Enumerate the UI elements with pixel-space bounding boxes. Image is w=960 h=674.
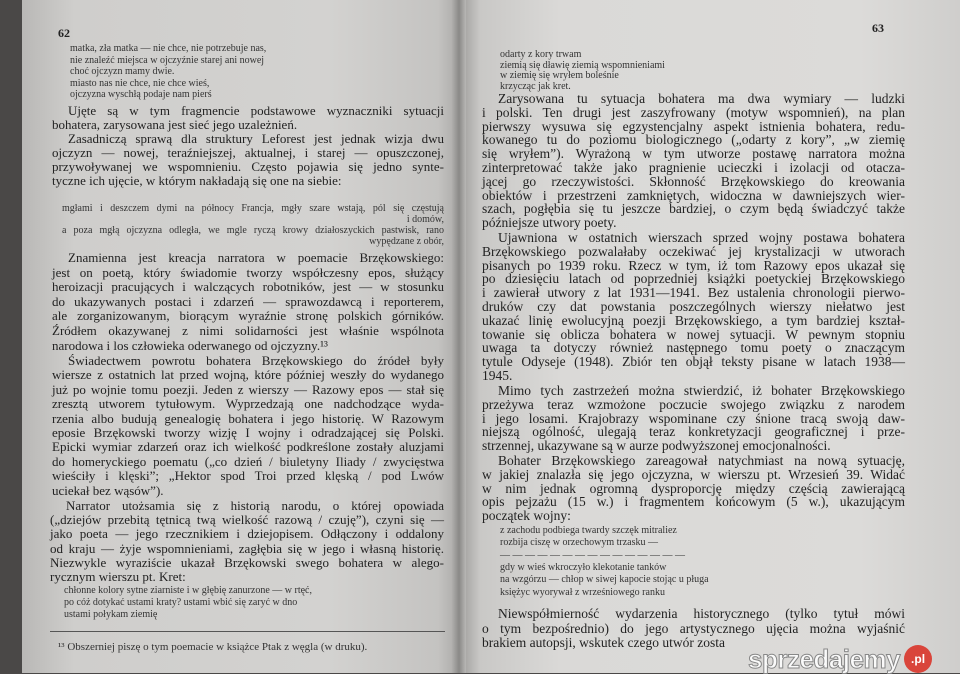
paragraph-line: brakiem autopsji, wskutek czego utwór zosta — [482, 635, 725, 650]
paragraph-line: pierwszy wysuwa się egzystencjalny aspekt istnienia bohatera, redu- — [482, 118, 905, 134]
paragraph-line: („dziejów przebitą tętnicą twą wielkość razową / czuję”), czyni się — — [50, 512, 444, 528]
quote-line: i domów, — [406, 214, 444, 225]
book-gutter — [452, 0, 466, 673]
paragraph-line: od kraju — żyje wspomnieniami, zagłębia się w jego i własną historię. — [50, 540, 444, 556]
paragraph-line: przywoływanej we wspomnieniu. Często pojawia się jedno synte- — [52, 159, 444, 174]
paragraph-line: Ujęte są w tym fragmencie podstawowe wyznaczniki sytuacji — [68, 103, 444, 118]
paragraph-line: ale zorganizowanym, biorącym wyraźnie stronę polskich górników. — [52, 308, 444, 324]
paragraph-line: rycznym wierszu pt. Kret: — [50, 569, 186, 584]
paragraph-line: tytule Odyseje (1948). Zbiór ten objął teksty pisane w latach 1938— — [482, 354, 905, 370]
paragraph-line: w jakiej znalazła się jego ojczyzna, w wierszu pt. Wrzesień 39. Widać — [482, 466, 905, 482]
poem-line: księżyc wyorywał z wrześniowego ranku — [500, 586, 665, 598]
paragraph-line: ojczyzn — nowej, teraźniejszej, aktualnej, i starej — opuszczonej, — [52, 145, 444, 160]
paragraph-line: kowanego tu do poziomu biologicznego („odarty z kory”, „w ziemię — [482, 132, 905, 148]
page-number: 62 — [58, 26, 70, 40]
paragraph-line: Brzękowskiego pozwalałaby oczekiwać jej krystalizacji w utworach — [482, 243, 905, 259]
paragraph-line: w nim jednak ogromną dysproporcję między częścią zawierającą — [482, 480, 905, 496]
paragraph-line: wiersze z ostatnich lat przed wojną, które później weszły do wydanego — [52, 367, 444, 383]
paragraph-line: Niezwykle wyraziście ukazał Brzękowski swego bohatera w alego- — [50, 554, 444, 570]
paragraph-line: Ujawniona w ostatnich wierszach sprzed wojny postawa bohatera — [498, 230, 905, 245]
paragraph-line: Mimo tych zastrzeżeń można stwierdzić, iż bohater Brzękowskiego — [498, 383, 905, 398]
quote-line: wypędzane z obór, — [369, 236, 444, 247]
paragraph-line: towanie się oblicza bohatera w nowej sytuacji. W pewnym stopniu — [482, 326, 905, 342]
quote-line: mgłami i deszczem dymi na północy Francja, mgły szare wstają, pól się częstują — [62, 203, 444, 214]
paragraph-line: obiektów i przestrzeni zamkniętych, widoczna w dawniejszych wier- — [482, 187, 905, 203]
poem-line: nie znaleźć miejsca w ojczyźnie starej ani nowej — [70, 54, 265, 66]
paragraph-line: przeżywa teraz wzmożone poczucie swojego związku z narodem — [482, 396, 905, 412]
paragraph-line: jącej go rzeczywistości. Skłonność Brzękowskiego do kreowania — [482, 173, 905, 189]
paragraph-line: heroizacji pracujących i walczących robotników, jest — w stosunku — [52, 279, 444, 295]
poem-line: gdy w wieś wkroczyło klekotanie tanków — [500, 561, 667, 573]
poem-line: z zachodu podbiega twardy szczęk mitraliez — [500, 525, 677, 536]
paragraph-line: eposie Brzękowski tworzy wizję I wojny i odradzającej się Polski. — [52, 425, 444, 440]
watermark-logo — [748, 645, 932, 673]
poem-line: ziemią się dławię ziemią wspomnieniami — [500, 59, 665, 71]
paragraph-line: zresztą utworem tytułowym. Wyprzedzają one nadchodzące wyda- — [52, 396, 444, 412]
paragraph-line: i polski. Ten drugi jest zaszyfrowany (motyw wspomnień), na plan — [482, 104, 905, 120]
paragraph-line: ukazać linię ewolucyjną poezji Brzękowskiego, a tym bardziej kształ- — [482, 312, 905, 328]
paragraph-line: Zarysowana tu sytuacja bohatera ma dwa wymiary — ludzki — [498, 91, 905, 106]
paragraph-line: bohatera, zarysowana jest sieć jego uzależnień. — [52, 117, 298, 132]
poem-line: rozbija ciszę w orzechowym trzasku — — [500, 537, 658, 549]
poem-line: choć ojczyzn mamy dwie. — [70, 66, 175, 77]
paragraph-line: się wryłem”). Wyrażoną w tym utworze postawę narratora można — [482, 146, 905, 162]
paragraph-line: początek wojny: — [482, 508, 571, 524]
poem-line: w ziemię się wryłem boleśnie — [500, 70, 619, 81]
poem-line: — — — — — — — — — — — — — — — — [500, 549, 685, 561]
paragraph-line: strzennej, ukazywane są w aurze podwyższonej emocjonalności. — [482, 438, 831, 454]
footnote-rule — [50, 631, 445, 632]
paragraph-line: do homeryckiego poematu („co dzień / biuletyny Iliady / zwycięstwa — [52, 453, 444, 469]
paragraph-line: Świadectwem powrotu bohatera Brzękowskiego do źródeł były — [68, 353, 444, 368]
poem-line: matka, zła matka — nie chce, nie potrzebuje nas, — [70, 43, 267, 54]
paragraph-line: o tym bezpośrednio) do jego artystycznego ujęcia można wyjaśnić — [482, 620, 905, 636]
footnote: ¹³ Obszerniej piszę o tym poemacie w książce Ptak z węgla (w druku). — [58, 641, 368, 653]
poem-line: miasto nas nie chce, nie chce wieś, — [70, 77, 210, 89]
paragraph-line: pisanych po 1939 roku. Rzecz w tym, iż tom Razowy epos ukazał się — [482, 257, 905, 273]
paragraph-line: Zasadniczą sprawą dla struktury Leforest jest jednak wizja dwu — [68, 131, 444, 146]
paragraph-line: Źródłem okazywanej z nimi solidarności jest właśnie wspólnota — [52, 323, 444, 338]
quote-line: a poza mgłą ojczyzna odległa, we mgle ryczą krowy działoszyckich pastwisk, rano — [62, 225, 444, 236]
page-number: 63 — [872, 21, 884, 35]
paragraph-line: szach, pogłębia się tu jeszcze bardziej, o czym będą świadczyć także — [482, 201, 905, 217]
poem-line: chłonne kolory sytne ziarniste i w głębię zanurzone — w rtęć, — [64, 585, 312, 596]
paragraph-line: druków czy dat powstania poszczególnych wierszy niełatwo jest — [482, 299, 905, 314]
paragraph-line: do ukazywanych postaci i zdarzeń — sprawozdawcą i reporterem, — [52, 293, 444, 309]
poem-line: po cóż dotykać ustami kraty? ustami wbić się zaryć w dno — [64, 597, 298, 608]
paragraph-line: Bohater Brzękowskiego zareagował natychmiast na nową sytuację, — [498, 453, 905, 468]
poem-line: krzycząc jak kret. — [500, 80, 571, 92]
paragraph-line: Epicki wymiar zdarzeń oraz ich wielkość podkreślone zostały aluzjami — [52, 439, 444, 455]
paragraph-line: Narrator utożsamia się z historią narodu, o której opowiada — [66, 498, 444, 513]
poem-line: ojczyzna wyschłą podaje nam pierś — [70, 89, 212, 100]
paragraph-line: jest on poetą, który świadomie tworzy współczesny epos, służący — [52, 264, 444, 280]
paragraph-line: uciekał bez wąsów”). — [52, 482, 164, 498]
paragraph-line: Niewspółmierność wydarzenia historycznego (tylko tytuł mówi — [498, 606, 905, 621]
paragraph-line: i jego losami. Krajobrazy wspominane czy śnione tracą swoją daw- — [482, 410, 905, 426]
paragraph-line: niejszą ogólność, ulegają teraz konkretyzacji geograficznej i prze- — [482, 424, 905, 440]
paragraph-line: Znamienna jest kreacja narratora w poemacie Brzękowskiego: — [68, 250, 444, 265]
paragraph-line: późniejsze utwory poety. — [482, 215, 617, 231]
paragraph-line: wieściły i klęski”; „Hektor spod Troi przed klęską / pod Lwów — [52, 468, 444, 484]
paragraph-line: narodowa i los człowieka oderwanego od ojczyzny.¹³ — [52, 337, 328, 353]
paragraph-line: 1945. — [482, 368, 513, 383]
paragraph-line: opis pejzażu (15 w.) i fragmentem końcowym (5 w.), ukazującym — [482, 494, 905, 510]
paragraph-line: zinterpretować także jako pragnienie ucieczki i izolacji od otacza- — [482, 160, 905, 175]
paragraph-line: tyczne ich ujęcie, w którym nakładają się one na siebie: — [52, 173, 342, 188]
paragraph-line: uwaga ta dotyczy również następnego tomu poety o znaczącym — [482, 340, 905, 356]
poem-line: ustami połykam ziemię — [64, 609, 158, 620]
paragraph-line: już po wojnie tomu poezji. Jeden z wierszy — Razowy epos — stał się — [52, 381, 444, 397]
paragraph-line: po dziesięciu latach od poprzedniej książki poetyckiej Brzękowskiego — [482, 271, 905, 287]
paragraph-line: jako poeta — jego rzecznikiem i dziejopisem. Odłączony i oddalony — [50, 526, 444, 542]
paragraph-line: rzenia albo budują genealogię bohatera i jego historię. W Razowym — [52, 410, 444, 426]
paragraph-line: i zawierał utwory z lat 1931—1941. Bez ustalenia chronologii pierwo- — [482, 285, 905, 301]
poem-line: na wzgórzu — chłop w siwej kapocie stojąc u pługa — [500, 574, 709, 586]
watermark-badge: .pl — [904, 645, 932, 673]
poem-line: odarty z kory trwam — [500, 49, 582, 60]
watermark-text: sprzedajemy — [748, 644, 901, 674]
